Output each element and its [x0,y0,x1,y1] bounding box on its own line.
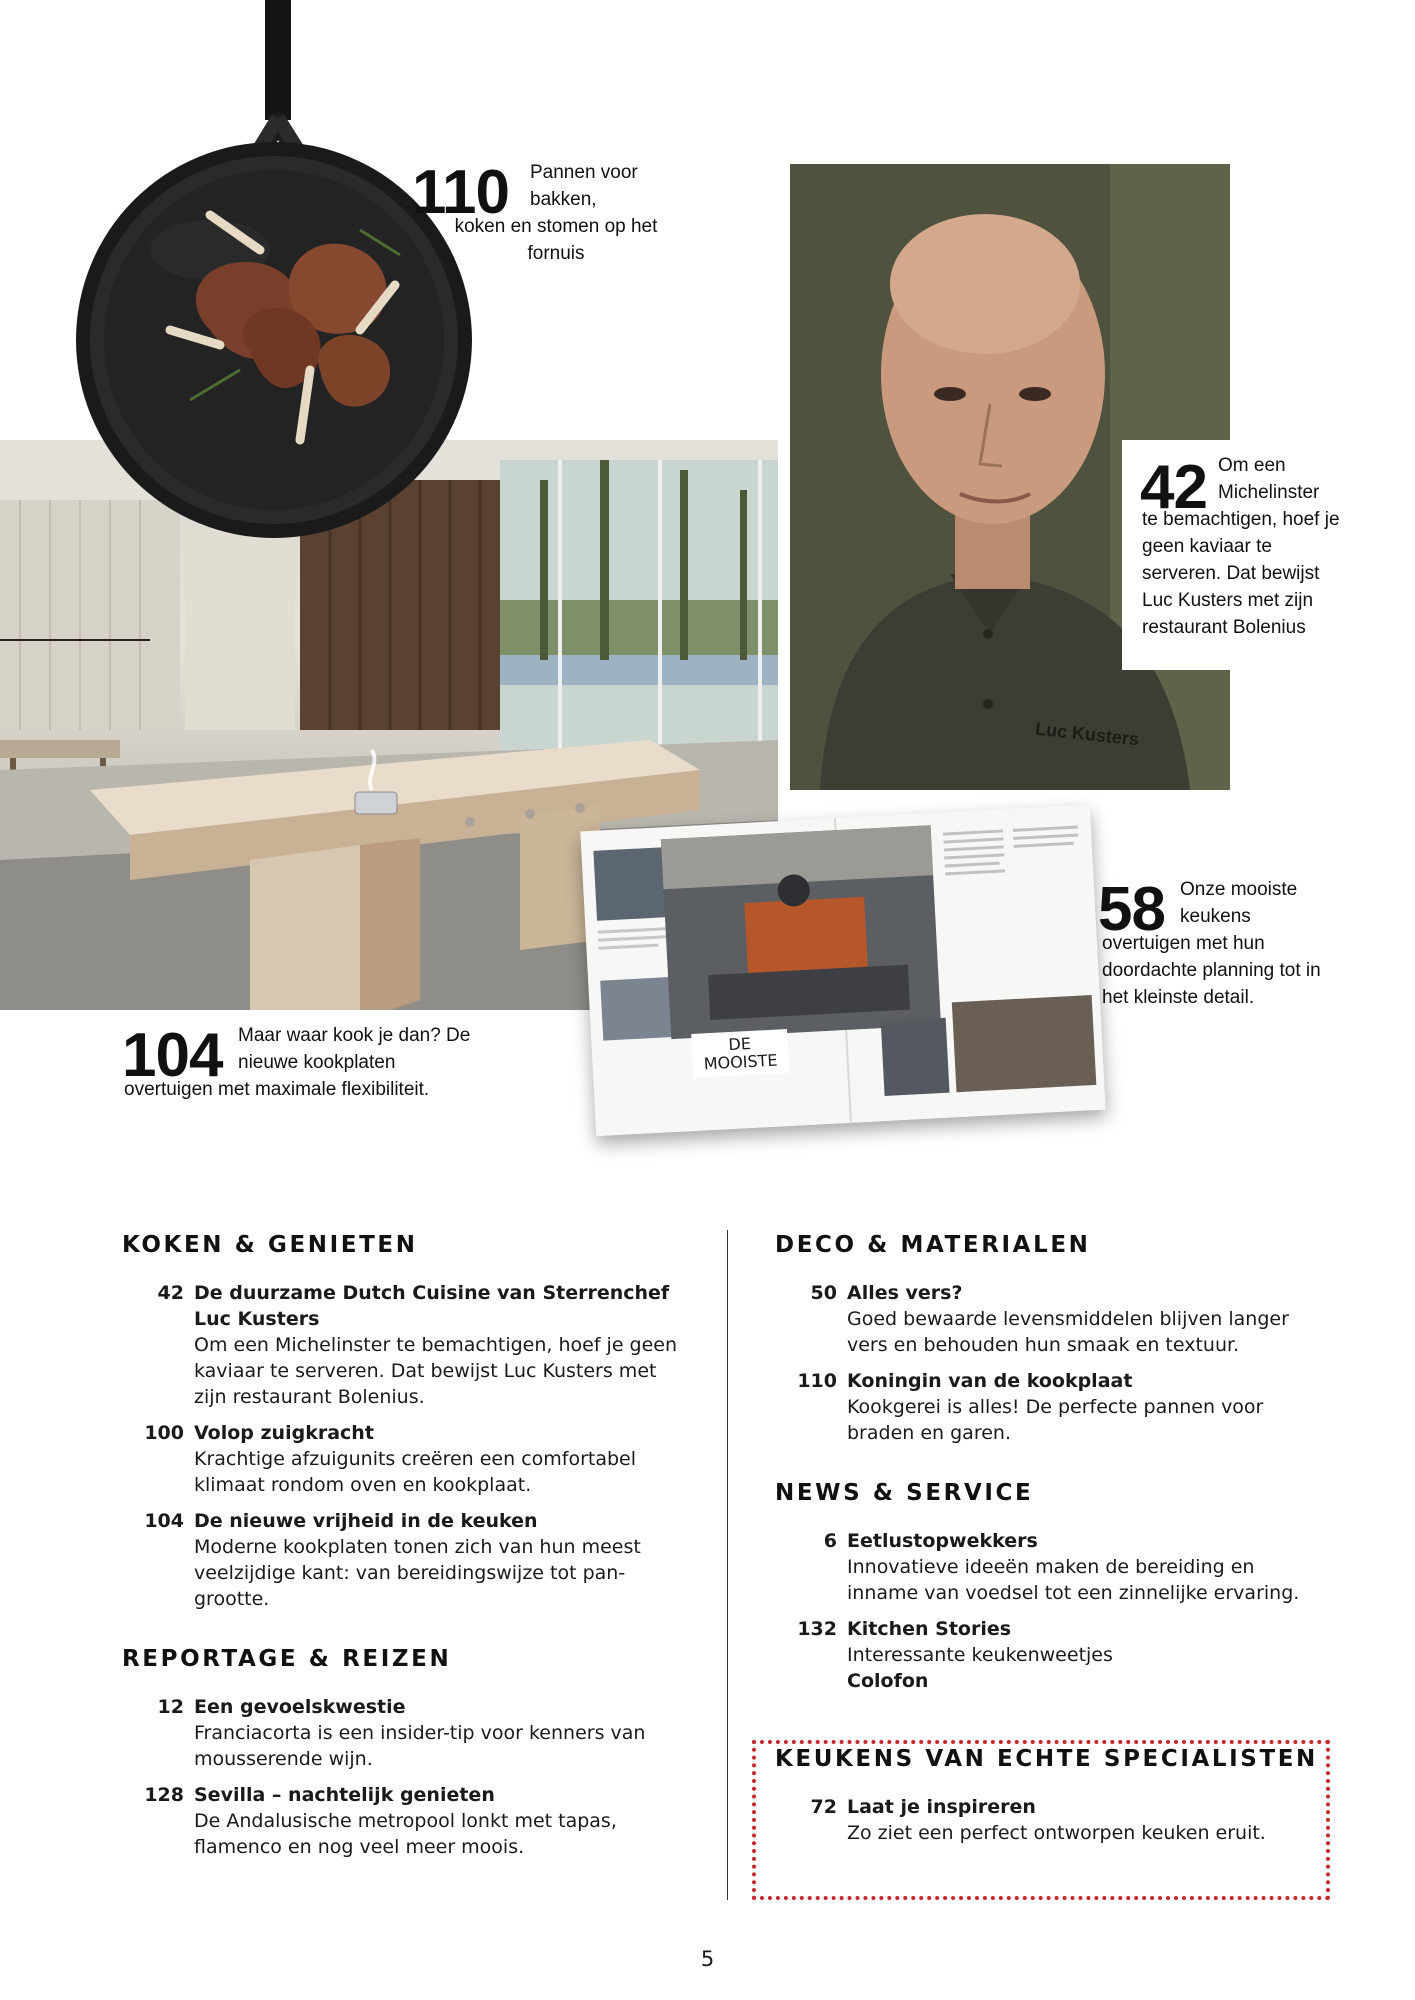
toc-page-number: 100 [144,1422,184,1444]
chef-jacket-embroidery: Luc Kusters [1034,718,1140,750]
frying-pan-image [60,0,490,540]
toc-entry[interactable] [775,1528,1320,1606]
toc-page-number: 104 [144,1510,184,1532]
toc-page-number: 132 [797,1618,837,1640]
caption-104-line2: overtuigen met maximale flexibiliteit. [124,1079,430,1100]
toc-entry-title: Alles vers? [847,1282,963,1304]
page-number: 5 [700,1947,715,1971]
caption-104-number: 104 [122,1021,223,1090]
toc-entry-title: Volop zuigkracht [194,1422,374,1444]
toc-left-column [122,1232,682,1870]
spread-headline: DE MOOISTE [691,1029,789,1078]
caption-42-number: 42 [1140,453,1207,522]
toc-page-number: 50 [810,1282,837,1304]
toc-entry-title: Eetlustopwekkers [847,1530,1038,1552]
toc-entry-title: De duurzame Dutch Cuisine van Sterrenchef Luc Kusters [194,1282,670,1330]
toc-entry-title: De nieuwe vrijheid in de keuken [194,1510,538,1532]
caption-58-line1: Onze mooiste keukens [1180,879,1298,927]
toc-entry[interactable] [775,1616,1320,1694]
toc-entry-description: Zo ziet een perfect ontworpen keuken eruit. [847,1822,1266,1844]
caption-58-line2: overtuigen met hun doordachte planning tot in het kleinste detail. [1102,933,1321,1008]
caption-110-line1: Pannen voor bakken, [530,162,638,210]
toc-entry[interactable] [775,1368,1320,1446]
toc-entry-title: Een gevoelskwestie [194,1696,406,1718]
caption-104-line1: Maar waar kook je dan? De nieuwe kookplaten [238,1025,471,1073]
pan-illustration [60,0,490,540]
column-divider [727,1230,728,1900]
section-title-news: NEWS & SERVICE [775,1480,1034,1506]
caption-42-line1: Om een Michelinster [1218,455,1320,503]
toc-page-number: 72 [810,1796,837,1818]
toc-entry-description: Franciacorta is een insider-tip voor kenners van mousserende wijn. [194,1722,646,1770]
toc-entry-description: Kookgerei is alles! De perfecte pannen voor braden en garen. [847,1396,1264,1444]
caption-110-line2: koken en stomen op het fornuis [454,216,658,264]
caption-42 [1122,440,1357,670]
toc-entry-description: Interessante keukenweetjes [847,1644,1113,1666]
section-title-koken: KOKEN & GENIETEN [122,1232,418,1258]
toc-entry[interactable] [122,1694,682,1772]
toc-entry-description: Goed bewaarde levensmiddelen blijven langer vers en behouden hun smaak en textuur. [847,1308,1289,1356]
toc-entry[interactable] [122,1782,682,1860]
toc-entry-title: Sevilla – nachtelijk genieten [194,1784,495,1806]
toc-entry-description: De Andalusische metropool lonkt met tapas, flamenco en nog veel meer moois. [194,1810,617,1858]
section-title-specialists: KEUKENS VAN ECHTE SPECIALISTEN [775,1746,1318,1772]
toc-entry-title: Kitchen Stories [847,1618,1012,1640]
caption-104 [122,1020,482,1120]
toc-entry-title: Koningin van de kookplaat [847,1370,1133,1392]
toc-right-column [775,1232,1320,1856]
toc-entry-description: Om een Michelinster te bemachtigen, hoef je geen kaviaar te serveren. Dat bewijst Luc Kusters met zijn restaurant Bolenius. [194,1334,678,1408]
toc-entry[interactable] [122,1508,682,1612]
section-title-reportage: REPORTAGE & REIZEN [122,1646,452,1672]
magazine-spread-image [580,805,1105,1136]
section-title-deco: DECO & MATERIALEN [775,1232,1091,1258]
toc-entry-title: Laat je inspireren [847,1796,1036,1818]
caption-58-number: 58 [1098,875,1165,944]
toc-entry[interactable] [775,1280,1320,1358]
toc-page-number: 12 [157,1696,184,1718]
caption-42-line2: te bemachtigen, hoef je geen kaviaar te serveren. Dat bewijst Luc Kusters met zijn restaurant Bolenius [1142,509,1340,638]
toc-entry-description: Innovatieve ideeën maken de bereiding en inname van voedsel tot een zinnelijke ervaring. [847,1556,1300,1604]
toc-page-number: 42 [157,1282,184,1304]
toc-entry-description: Krachtige afzuigunits creëren een comfortabel klimaat rondom oven en kookplaat. [194,1448,637,1496]
toc-entry-colofon[interactable]: Colofon [847,1670,929,1692]
toc-page-number: 128 [144,1784,184,1806]
toc-page-number: 110 [797,1370,837,1392]
toc-entry[interactable] [122,1420,682,1498]
caption-110-number: 110 [412,158,510,227]
toc-entry[interactable] [122,1280,682,1410]
toc-entry[interactable] [775,1794,1320,1846]
toc-page-number: 6 [823,1530,837,1552]
toc-entry-description: Moderne kookplaten tonen zich van hun meest veelzijdige kant: van bereidingswijze tot pan-grootte. [194,1536,641,1610]
spread-illustration [580,805,1105,1136]
